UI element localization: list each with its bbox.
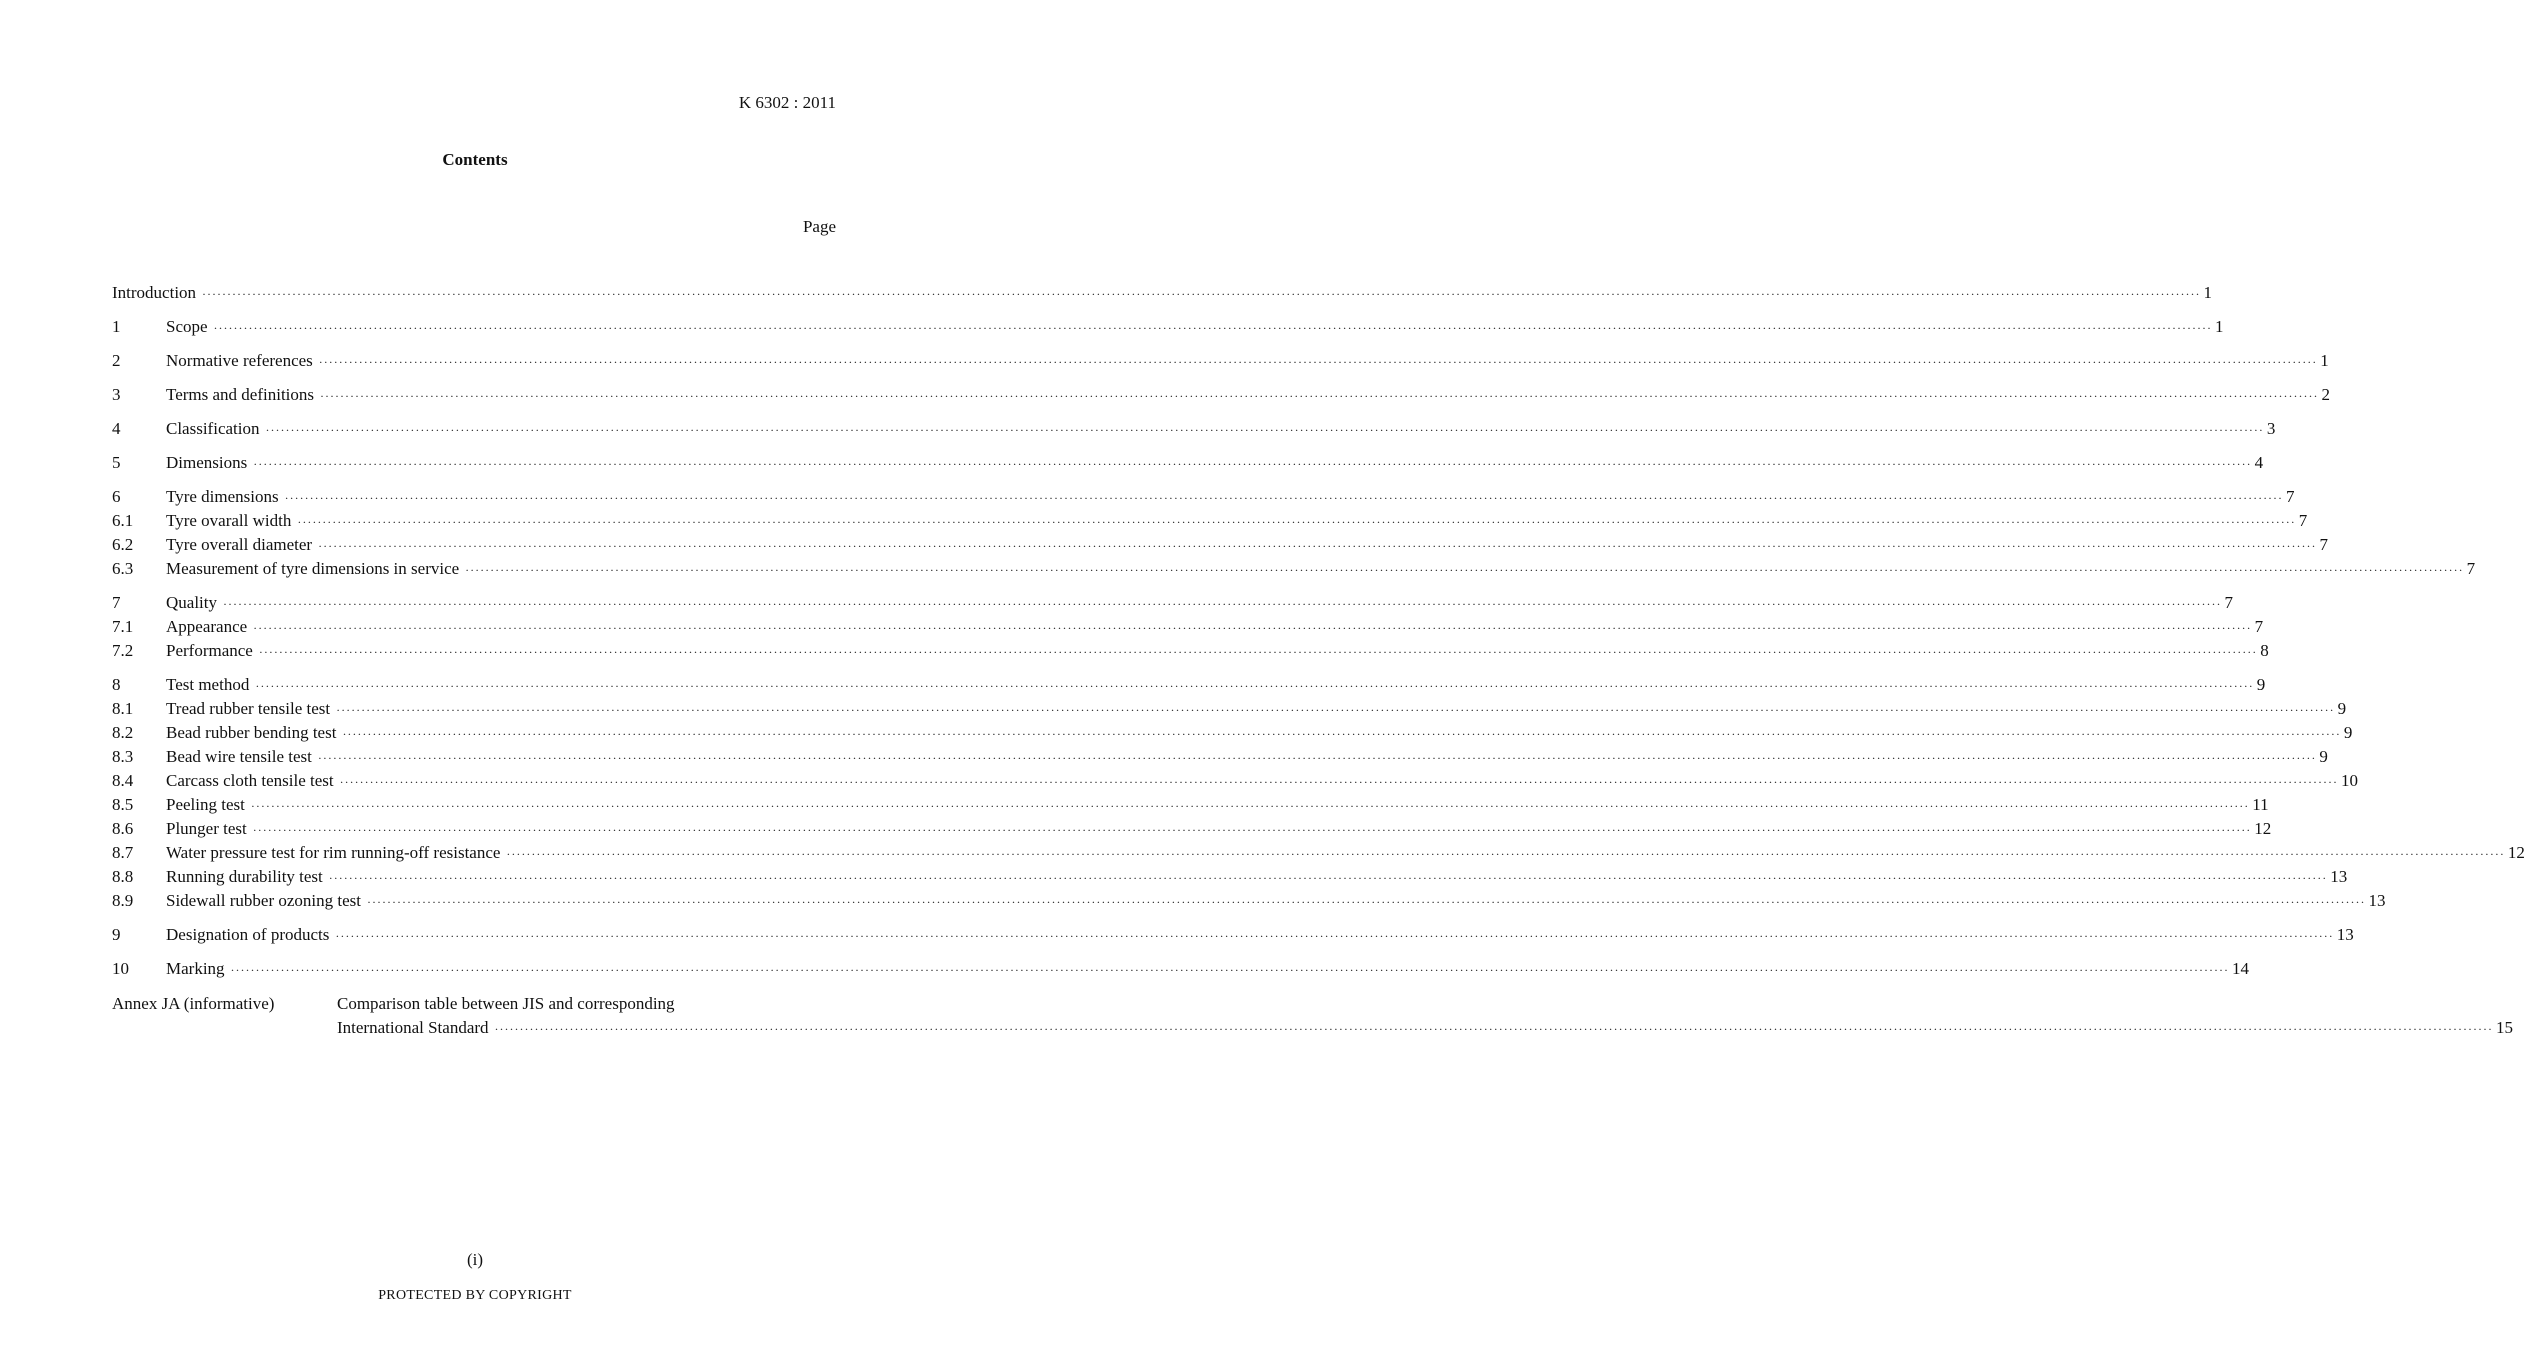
toc-entry-number: 7	[112, 593, 121, 612]
page-column-label: Page	[802, 217, 836, 236]
toc-entry[interactable]	[112, 534, 2329, 558]
toc-entry-page-number: 2	[2321, 385, 2330, 404]
toc-entry[interactable]	[112, 316, 2224, 340]
leader-dots: ················································································································································································································································································································································································································	[253, 621, 2252, 635]
toc-entry-number: 5	[112, 453, 121, 472]
toc-entry-title: Carcass cloth tensile test	[166, 771, 334, 790]
toc-entry[interactable]	[112, 770, 2359, 794]
toc-entry-number: 6.2	[112, 535, 134, 554]
toc-entry-number: 3	[112, 385, 121, 404]
leader-dots: ················································································································································································································································································································································································································	[258, 645, 2258, 659]
toc-entry-title: Classification	[166, 419, 260, 438]
leader-dots: ················································································································································································································································································································································································································	[252, 823, 2252, 837]
toc-entry-page-number: 9	[2319, 747, 2328, 766]
toc-entry-number: 8.6	[112, 819, 134, 838]
toc-entry[interactable]	[112, 866, 2348, 890]
toc-entry-page-number: 7	[2298, 511, 2308, 530]
leader-dots: ················································································································································································································································································································································································································	[253, 457, 2252, 471]
toc-entry-number: 8.8	[112, 867, 134, 886]
toc-entry-annex[interactable]	[112, 992, 2513, 1041]
toc-entry[interactable]	[112, 558, 2476, 582]
toc-entry-number: 7.1	[112, 617, 134, 636]
toc-entry-number: 10	[112, 959, 129, 978]
leader-dots: ················································································································································································································································································································································································································	[284, 491, 2284, 505]
leader-dots: ················································································································································································································································································································································································································	[265, 423, 2264, 437]
toc-entry-page-number: 13	[2330, 867, 2348, 886]
toc-entry-page-number: 1	[2203, 283, 2212, 302]
toc-entry[interactable]	[112, 486, 2295, 510]
toc-entry-title: Tyre overall diameter	[166, 535, 313, 554]
leader-dots: ················································································································································································································································································································································································································	[230, 963, 2229, 977]
toc-entry-title: Running durability test	[166, 867, 323, 886]
toc-entry[interactable]	[112, 794, 2269, 818]
leader-dots: ················································································································································································································································································································································································································	[297, 515, 2296, 529]
leader-dots: ················································································································································································································································································································································································································	[336, 703, 2335, 717]
toc-entry-number: 8.7	[112, 843, 134, 862]
toc-entry[interactable]	[112, 452, 2264, 476]
leader-dots: ················································································································································································································································································································································································································	[213, 321, 2212, 335]
leader-dots: ················································································································································································································································································································································································································	[339, 775, 2339, 789]
leader-dots: ················································································································································································································································································································································································································	[328, 871, 2328, 885]
toc-entry-title: Tyre dimensions	[166, 487, 279, 506]
toc-entry-title: Appearance	[166, 617, 248, 636]
toc-entry[interactable]	[112, 282, 2212, 306]
annex-title-line2: International Standard	[337, 1018, 489, 1037]
toc-entry-page-number: 9	[2256, 675, 2266, 694]
toc-entry[interactable]	[112, 510, 2308, 534]
toc-entry-page-number: 3	[2266, 419, 2276, 438]
toc-entry-title: Introduction	[112, 283, 197, 302]
toc-entry-page-number: 11	[2252, 795, 2269, 814]
toc-entry-page-number: 4	[2254, 453, 2264, 472]
toc-entry-number: 8	[112, 675, 121, 694]
leader-dots: ················································································································································································································································································································································································································	[367, 895, 2366, 909]
toc-entry-page-number: 13	[2336, 925, 2354, 944]
toc-entry-title: Terms and definitions	[166, 385, 315, 404]
annex-title-line1: Comparison table between JIS and corresponding	[337, 994, 675, 1013]
toc-entry-title: Plunger test	[166, 819, 247, 838]
copyright-notice: PROTECTED BY COPYRIGHT	[378, 1288, 572, 1303]
annex-label: Annex JA (informative)	[112, 994, 275, 1013]
toc-entry[interactable]	[112, 640, 2269, 664]
leader-dots: ················································································································································································································································································································································································································	[465, 563, 2464, 577]
toc-entry-title: Scope	[166, 317, 208, 336]
leader-dots: ················································································································································································································································································································································································································	[202, 287, 2201, 301]
leader-dots: ················································································································································································································································································································································································································	[335, 929, 2334, 943]
leader-dots: ················································································································································································································································································································································································································	[318, 355, 2318, 369]
leader-dots: ················································································································································································································································································································································································································	[255, 679, 2254, 693]
toc-entry-number: 7.2	[112, 641, 134, 660]
toc-entry-page-number: 7	[2286, 487, 2295, 506]
toc-entry-number: 8.5	[112, 795, 134, 814]
toc-entry-title: Designation of products	[166, 925, 330, 944]
toc-entry-page-number: 12	[2254, 819, 2272, 838]
toc-entry[interactable]	[112, 592, 2233, 616]
toc-entry-number: 8.9	[112, 891, 134, 910]
toc-entry-page-number: 14	[2231, 959, 2249, 978]
toc-entry-page-number: 7	[2319, 535, 2329, 554]
toc-entry-number: 4	[112, 419, 121, 438]
toc-entry-title: Quality	[166, 593, 217, 612]
toc-entry-page-number: 1	[2214, 317, 2224, 336]
toc-entry-title: Bead wire tensile test	[166, 747, 312, 766]
leader-dots: ················································································································································································································································································································································································································	[342, 727, 2341, 741]
toc-entry[interactable]	[112, 958, 2249, 982]
toc-entry[interactable]	[112, 384, 2330, 408]
toc-entry-page-number: 1	[2320, 351, 2329, 370]
leader-dots: ················································································································································································································································································································································································································	[250, 799, 2250, 813]
toc-entry[interactable]	[112, 842, 2525, 866]
toc-entry-page-number: 7	[2254, 617, 2264, 636]
toc-entry-number: 2	[112, 351, 121, 370]
toc-entry-number: 6.1	[112, 511, 134, 530]
toc-entry[interactable]	[112, 924, 2354, 948]
table-of-contents	[112, 282, 2525, 1041]
toc-entry[interactable]	[112, 722, 2353, 746]
toc-entry[interactable]	[112, 698, 2347, 722]
toc-entry[interactable]	[112, 818, 2272, 842]
toc-entry-number: 8.2	[112, 723, 134, 742]
toc-entry-number: 6	[112, 487, 121, 506]
toc-entry[interactable]	[112, 674, 2266, 698]
toc-entry[interactable]	[112, 746, 2328, 770]
footer-page-number: (i)	[466, 1250, 484, 1269]
toc-entry-number: 8.3	[112, 747, 134, 766]
toc-entry-number: 1	[112, 317, 121, 336]
toc-entry[interactable]	[112, 350, 2329, 374]
toc-entry-page-number: 12	[2507, 843, 2525, 862]
toc-entry-title: Bead rubber bending test	[166, 723, 337, 742]
toc-entry-number: 9	[112, 925, 121, 944]
toc-entry-title: Water pressure test for rim running-off resistance	[166, 843, 501, 862]
toc-entry-page-number: 13	[2368, 891, 2386, 910]
leader-dots: ················································································································································································································································································································································································································	[320, 389, 2319, 403]
leader-dots: ················································································································································································································································································································································································································	[223, 597, 2222, 611]
leader-dots: ················································································································································································································································································································································································································	[318, 539, 2317, 553]
toc-entry-title: Performance	[166, 641, 253, 660]
toc-entry-number: 8.1	[112, 699, 134, 718]
toc-entry[interactable]	[112, 616, 2264, 640]
annex-page-number: 15	[2495, 1018, 2513, 1037]
leader-dots: ················································································································································································································································································································································································································	[506, 847, 2505, 861]
page-title: Contents	[442, 150, 508, 169]
toc-entry-number: 6.3	[112, 559, 134, 578]
toc-entry-title: Test method	[166, 675, 250, 694]
toc-entry-page-number: 7	[2466, 559, 2476, 578]
toc-entry-title: Peeling test	[166, 795, 245, 814]
document-id: K 6302 : 2011	[738, 93, 836, 112]
leader-dots: ················································································································································································································································································································································································································	[317, 751, 2317, 765]
toc-entry-title: Marking	[166, 959, 225, 978]
toc-entry-page-number: 7	[2224, 593, 2233, 612]
toc-entry-page-number: 8	[2260, 641, 2269, 660]
toc-entry-number: 8.4	[112, 771, 134, 790]
toc-entry-title: Measurement of tyre dimensions in service	[166, 559, 460, 578]
toc-entry-page-number: 10	[2341, 771, 2359, 790]
toc-entry-title: Tread rubber tensile test	[166, 699, 331, 718]
toc-entry-title: Tyre ovarall width	[166, 511, 292, 530]
toc-entry-title: Normative references	[166, 351, 313, 370]
toc-entry-page-number: 9	[2337, 699, 2347, 718]
leader-dots: ················································································································································································································································································································································································································	[494, 1022, 2493, 1036]
toc-entry-page-number: 9	[2343, 723, 2353, 742]
toc-entry-title: Sidewall rubber ozoning test	[166, 891, 361, 910]
toc-entry[interactable]	[112, 890, 2386, 914]
toc-entry-title: Dimensions	[166, 453, 248, 472]
toc-entry[interactable]	[112, 418, 2276, 442]
